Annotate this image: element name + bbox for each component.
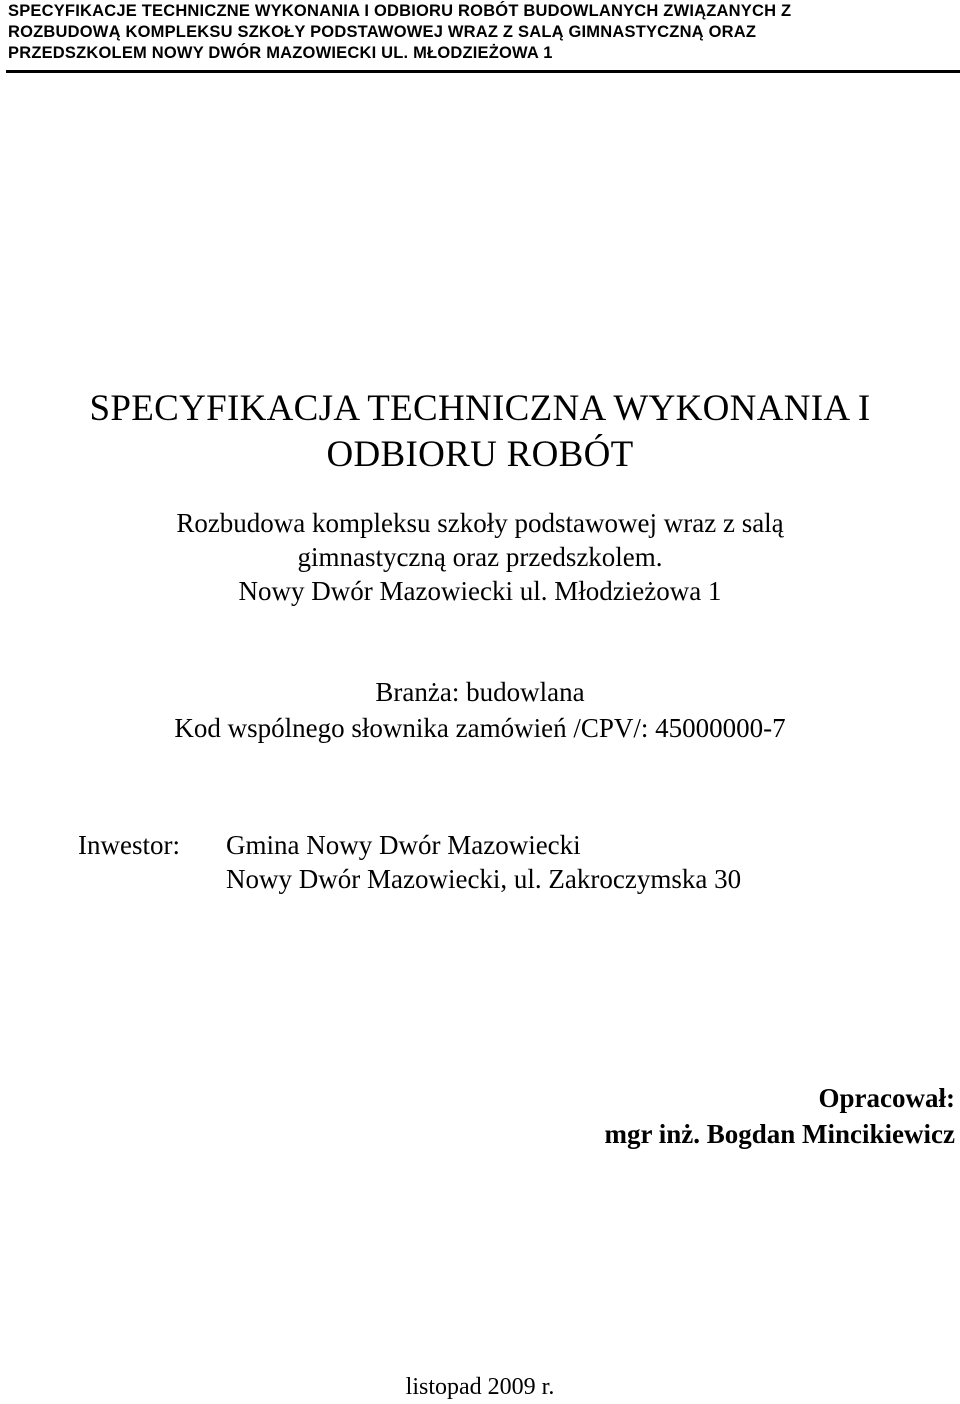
investor-name: Gmina Nowy Dwór Mazowiecki — [226, 830, 581, 860]
author-block — [605, 1080, 956, 1152]
investor-details — [226, 828, 741, 896]
running-header — [8, 0, 958, 64]
investor-label: Inwestor: — [78, 830, 180, 860]
investor-address: Nowy Dwór Mazowiecki, ul. Zakroczymska 30 — [226, 864, 742, 894]
header-divider — [6, 70, 960, 73]
document-date: listopad 2009 r. — [405, 1374, 555, 1400]
document-title-line: ODBIORU ROBÓT — [326, 434, 634, 475]
industry-block — [0, 674, 960, 746]
industry-line: Branża: budowlana — [375, 677, 585, 707]
author-label: Opracował: — [818, 1083, 955, 1113]
running-header-line: PRZEDSZKOLEM NOWY DWÓR MAZOWIECKI UL. MŁODZIEŻOWA 1 — [8, 44, 553, 62]
document-title-line: SPECYFIKACJA TECHNICZNA WYKONANIA I — [89, 388, 871, 429]
project-description-line: Rozbudowa kompleksu szkoły podstawowej wraz z salą — [176, 508, 784, 538]
project-description-line: gimnastyczną oraz przedszkolem. — [297, 542, 663, 572]
author-name: mgr inż. Bogdan Mincikiewicz — [604, 1119, 955, 1149]
project-description — [0, 506, 960, 608]
project-location: Nowy Dwór Mazowiecki ul. Młodzieżowa 1 — [238, 576, 722, 606]
cpv-code-line: Kod wspólnego słownika zamówień /CPV/: 45000000-7 — [174, 713, 786, 743]
running-header-line: SPECYFIKACJE TECHNICZNE WYKONANIA I ODBIORU ROBÓT BUDOWLANYCH ZWIĄZANYCH Z — [8, 2, 792, 20]
document-title — [0, 386, 960, 478]
running-header-line: ROZBUDOWĄ KOMPLEKSU SZKOŁY PODSTAWOWEJ WRAZ Z SALĄ GIMNASTYCZNĄ ORAZ — [8, 23, 757, 41]
